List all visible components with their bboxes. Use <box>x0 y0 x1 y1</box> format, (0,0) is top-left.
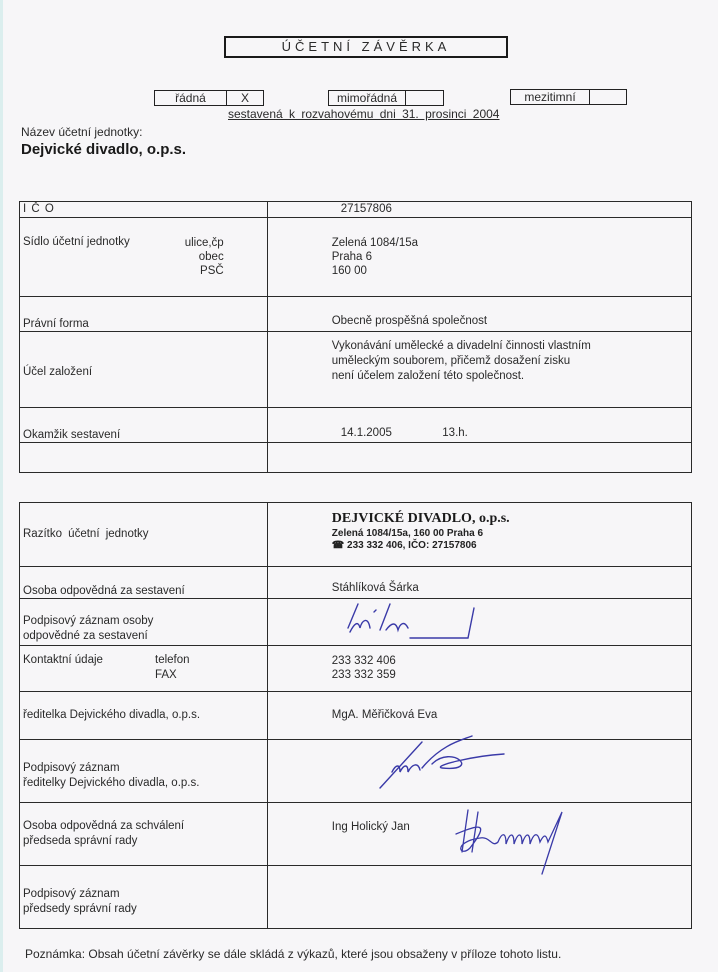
table-row-empty <box>20 443 692 473</box>
approver-label-2: předseda správní rady <box>23 834 138 847</box>
seat-zip-value: 160 00 <box>331 265 367 277</box>
table-row-ico <box>20 202 692 218</box>
approver-sig-label-1: Podpisový záznam <box>23 887 120 900</box>
entity-name: Dejvické divadlo, o.p.s. <box>21 141 187 158</box>
approver-sig-label-2: předsedy správní rady <box>23 902 137 915</box>
stamp <box>267 503 691 567</box>
legal-form-value: Obecně prospěšná společnost <box>267 297 691 332</box>
ico-value: 27157806 <box>267 202 691 218</box>
table-row-director <box>20 692 692 740</box>
contact-phone-label: telefon <box>155 654 190 666</box>
table-row-approver-signature <box>20 866 692 929</box>
signature-director-icon <box>372 734 512 794</box>
contact-fax-value: 233 332 359 <box>331 669 396 681</box>
type-regular-value: X <box>240 91 249 105</box>
type-interim-box <box>510 89 627 105</box>
table-row-legal-form <box>20 297 692 332</box>
director-label: ředitelka Dejvického divadla, o.p.s. <box>20 692 268 740</box>
responsible-value: Stáhlíková Šárka <box>267 567 691 599</box>
moment-label: Okamžik sestavení <box>20 408 268 443</box>
type-extraordinary-box <box>328 90 444 106</box>
type-regular-label: řádná <box>155 91 227 105</box>
stamp-label: Razítko účetní jednotky <box>20 503 268 567</box>
seat-street-value: Zelená 1084/15a <box>331 237 419 249</box>
legal-form-label: Právní forma <box>20 297 268 332</box>
table-row-stamp <box>20 503 692 567</box>
table-row-moment <box>20 408 692 443</box>
approver-value: Ing Holický Jan <box>267 803 691 866</box>
table-row-seat <box>20 218 692 297</box>
type-interim-label: mezitimní <box>511 90 590 104</box>
type-extraordinary-label: mimořádná <box>329 91 406 105</box>
table-row-responsible <box>20 567 692 599</box>
table-row-contact <box>20 646 692 692</box>
ico-label: I Č O <box>20 202 268 218</box>
type-extraordinary-value <box>406 91 443 105</box>
table-row-director-signature <box>20 740 692 803</box>
seat-city-value: Praha 6 <box>331 251 372 263</box>
responsible-sig-label-1: Podpisový záznam osoby <box>23 615 154 627</box>
stamp-line-3: ☎ 233 332 406, IČO: 27157806 <box>331 540 477 551</box>
purpose-line-1: Vykonávání umělecké a divadelní činnosti vlastním <box>331 340 591 352</box>
signature-approver-icon <box>450 802 590 882</box>
stamp-line-2: Zelená 1084/15a, 160 00 Praha 6 <box>331 528 484 539</box>
approver-label-1: Osoba odpovědná za schválení <box>23 819 185 832</box>
seat-city-label: obec <box>198 251 224 263</box>
document-title: ÚČETNÍ ZÁVĚRKA <box>224 36 508 58</box>
responsible-sig-label-2: odpovědné za sestavení <box>23 630 148 642</box>
table-row-purpose <box>20 332 692 408</box>
seat-label: Sídlo účetní jednotky <box>23 236 130 248</box>
moment-time: 13.h. <box>442 427 468 439</box>
entity-info-table <box>19 201 692 473</box>
type-regular-box <box>154 90 264 106</box>
signatures-table <box>19 502 692 929</box>
stamp-line-1: DEJVICKÉ DIVADLO, o.p.s. <box>331 511 510 526</box>
footnote: Poznámka: Obsah účetní závěrky se dále skládá z výkazů, které jsou obsaženy v příloze tohoto listu. <box>25 947 562 961</box>
table-row-approver <box>20 803 692 866</box>
contact-fax-label: FAX <box>155 669 177 681</box>
purpose-line-3: není účelem založení této společnost. <box>331 370 525 382</box>
purpose-label: Účel založení <box>20 332 268 408</box>
type-interim-value <box>590 90 626 104</box>
signature-responsible-icon <box>340 598 490 643</box>
director-sig-label-1: Podpisový záznam <box>23 761 120 774</box>
seat-street-label: ulice,čp <box>184 237 224 249</box>
director-value: MgA. Měřičková Eva <box>267 692 691 740</box>
purpose-line-2: uměleckým souborem, přičemž dosažení zisku <box>331 355 571 367</box>
seat-zip-label: PSČ <box>200 265 224 277</box>
balance-date-subtitle: sestavená k rozvahovému dni 31. prosinci 2004 <box>228 107 500 121</box>
page-edge <box>0 0 3 972</box>
moment-date: 14.1.2005 <box>340 427 392 439</box>
contact-label: Kontaktní údaje <box>23 654 103 666</box>
entity-name-label: Název účetní jednotky: <box>21 125 143 139</box>
director-sig-label-2: ředitelky Dejvického divadla, o.p.s. <box>23 776 200 789</box>
responsible-label: Osoba odpovědná za sestavení <box>20 567 268 599</box>
contact-phone-value: 233 332 406 <box>331 655 396 667</box>
